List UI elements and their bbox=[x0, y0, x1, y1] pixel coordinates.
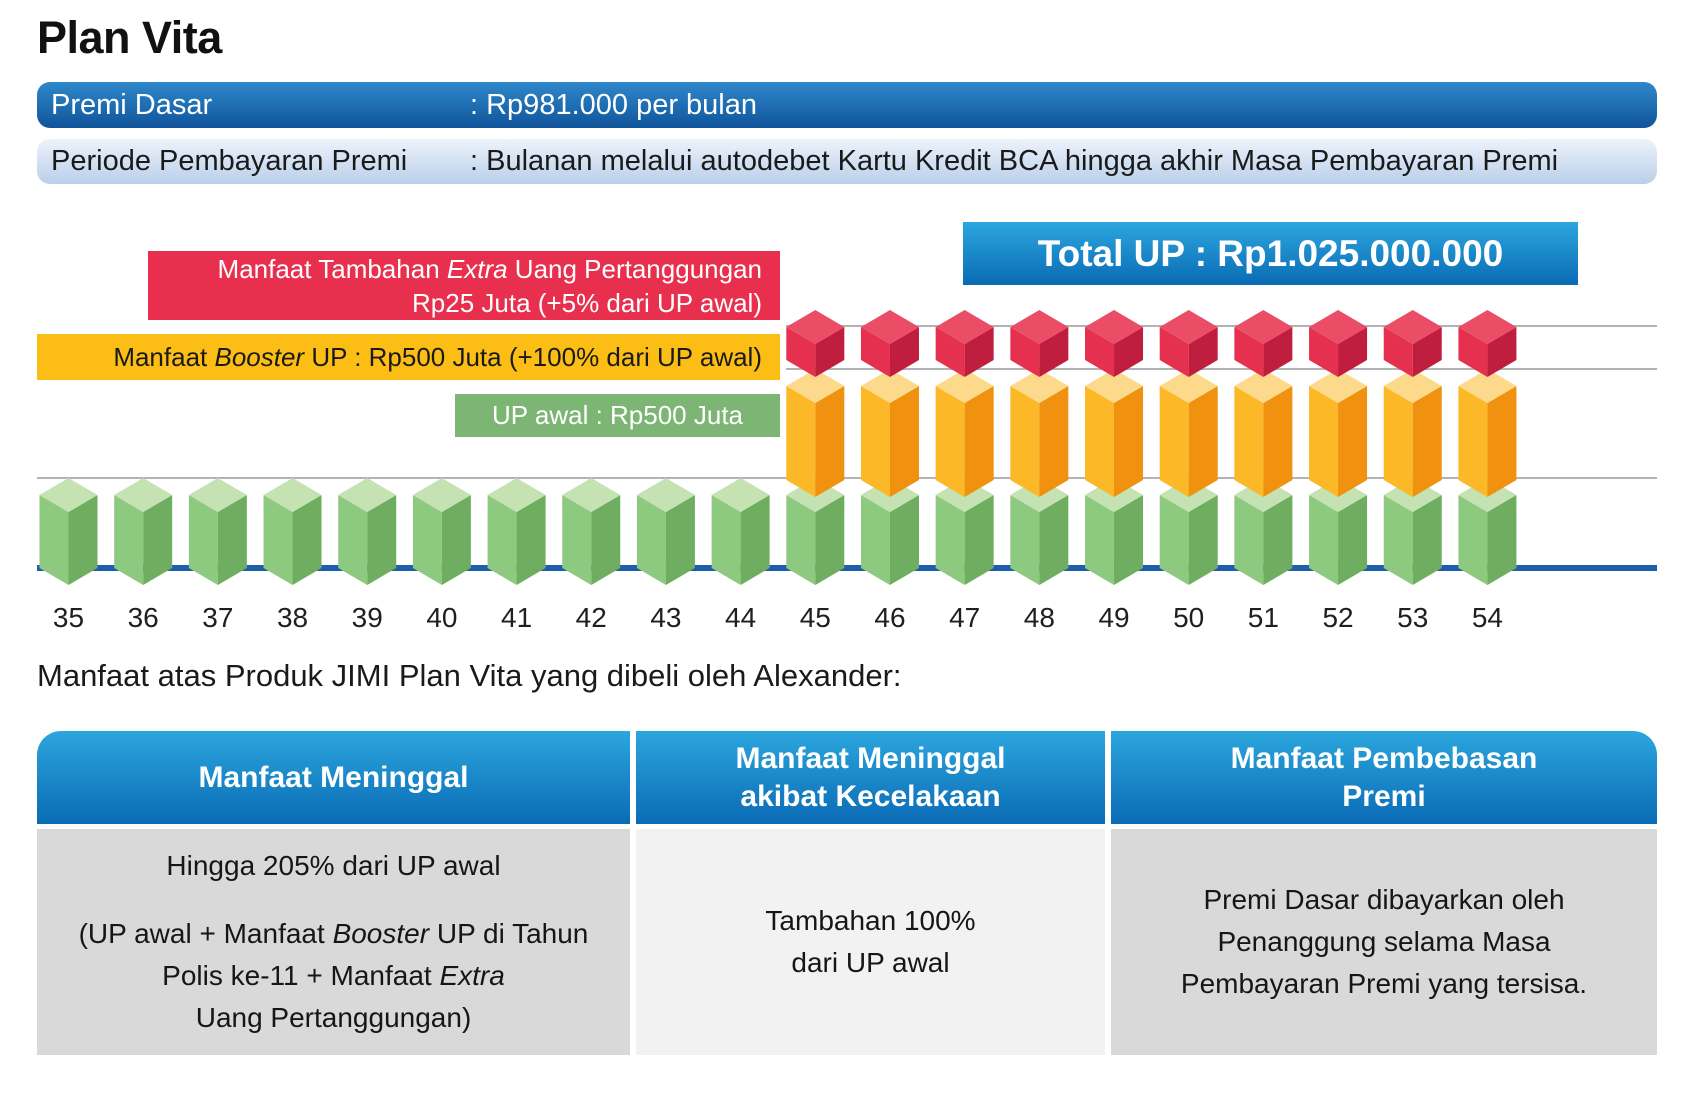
bar-52 bbox=[1309, 310, 1367, 585]
x-axis-label: 54 bbox=[1471, 602, 1503, 633]
bar-50 bbox=[1160, 310, 1218, 585]
x-axis-label: 41 bbox=[501, 602, 533, 633]
bar-41 bbox=[488, 478, 546, 585]
benefit-paragraph bbox=[37, 845, 630, 887]
x-axis-label: 35 bbox=[52, 602, 85, 633]
x-axis-label: 42 bbox=[575, 602, 607, 633]
page-title: Plan Vita bbox=[37, 12, 222, 63]
benefit-col-meninggal bbox=[37, 731, 630, 1055]
bar-35 bbox=[40, 478, 98, 585]
bar-46 bbox=[861, 310, 919, 585]
bar-44 bbox=[712, 478, 770, 585]
periode-label: Periode Pembayaran Premi bbox=[51, 145, 408, 177]
legend-upawal-line1: UP awal : Rp500 Juta bbox=[492, 400, 743, 430]
legend-extra-box bbox=[148, 251, 780, 320]
header-line: Manfaat Pembebasan bbox=[1230, 741, 1538, 775]
bar-40 bbox=[413, 478, 471, 585]
benefit-col-pembebasan-premi bbox=[1111, 731, 1657, 1055]
bar-39 bbox=[338, 478, 396, 585]
x-axis-label: 46 bbox=[874, 602, 906, 633]
benefit-header-kecelakaan bbox=[636, 731, 1105, 824]
total-up-badge: Total UP : Rp1.025.000.000 bbox=[963, 222, 1578, 285]
header-line: Manfaat Meninggal bbox=[735, 741, 1006, 775]
x-axis-label: 38 bbox=[276, 602, 309, 633]
benefit-paragraph bbox=[37, 913, 630, 1039]
benefit-header-meninggal bbox=[37, 731, 630, 824]
bar-48 bbox=[1010, 310, 1068, 585]
x-axis-label: 50 bbox=[1173, 602, 1205, 633]
legend-booster-box bbox=[37, 334, 780, 380]
body-line: Uang Pertanggungan) bbox=[195, 1002, 472, 1033]
body-line: Premi Dasar dibayarkan oleh bbox=[1203, 884, 1565, 915]
x-axis-label: 51 bbox=[1247, 602, 1279, 633]
header-line: Premi bbox=[1342, 779, 1426, 813]
bar-43 bbox=[637, 478, 695, 585]
x-axis-label: 40 bbox=[426, 602, 458, 633]
bar-47 bbox=[936, 310, 994, 585]
x-axis-label: 45 bbox=[799, 602, 831, 633]
bar-53 bbox=[1384, 310, 1442, 585]
x-axis-label: 53 bbox=[1397, 602, 1429, 633]
bar-45 bbox=[786, 310, 844, 585]
header-line: Manfaat Meninggal bbox=[198, 760, 469, 794]
info-row-periode-pembayaran bbox=[37, 139, 1657, 184]
body-line: Penanggung selama Masa bbox=[1217, 926, 1551, 957]
premi-dasar-label: Premi Dasar bbox=[51, 88, 213, 121]
body-line: Hingga 205% dari UP awal bbox=[166, 850, 501, 881]
x-axis-label: 47 bbox=[949, 602, 981, 633]
periode-value: : Bulanan melalui autodebet Kartu Kredit BCA hingga akhir Masa Pembayaran Premi bbox=[470, 145, 1559, 177]
bar-38 bbox=[264, 478, 322, 585]
benefits-heading: Manfaat atas Produk JIMI Plan Vita yang dibeli oleh Alexander: bbox=[37, 658, 902, 693]
legend-extra-line2: Rp25 Juta (+5% dari UP awal) bbox=[412, 287, 762, 318]
x-axis-label: 36 bbox=[127, 602, 159, 633]
bar-37 bbox=[189, 478, 247, 585]
x-axis-label: 39 bbox=[351, 602, 383, 633]
x-axis-label: 48 bbox=[1023, 602, 1055, 633]
body-line: Pembayaran Premi yang tersisa. bbox=[1180, 968, 1588, 999]
body-line: Polis ke-11 + Manfaat Extra bbox=[162, 960, 505, 991]
x-axis-label: 43 bbox=[650, 602, 682, 633]
benefit-body-pembebasan bbox=[1111, 829, 1657, 1055]
bar-49 bbox=[1085, 310, 1143, 585]
bar-54 bbox=[1458, 310, 1516, 585]
benefits-table bbox=[37, 731, 1657, 1055]
info-row-premi-dasar bbox=[37, 82, 1657, 128]
x-axis-label: 37 bbox=[202, 602, 234, 633]
premi-dasar-value: : Rp981.000 per bulan bbox=[470, 88, 757, 121]
bar-36 bbox=[114, 478, 172, 585]
benefit-paragraph bbox=[1111, 879, 1657, 1005]
benefit-col-kecelakaan bbox=[636, 731, 1105, 1055]
body-line: (UP awal + Manfaat Booster UP di Tahun bbox=[78, 918, 589, 949]
benefit-body-meninggal bbox=[37, 829, 630, 1055]
header-line: akibat Kecelakaan bbox=[740, 779, 1001, 813]
x-axis-label: 49 bbox=[1098, 602, 1130, 633]
benefit-body-kecelakaan bbox=[636, 829, 1105, 1055]
body-line: dari UP awal bbox=[791, 947, 950, 978]
bar-42 bbox=[562, 478, 620, 585]
benefit-paragraph bbox=[636, 900, 1105, 984]
legend-booster-line1: Manfaat Booster UP : Rp500 Juta (+100% dari UP awal) bbox=[113, 341, 762, 372]
benefit-header-pembebasan bbox=[1111, 731, 1657, 824]
legend-extra-line1: Manfaat Tambahan Extra Uang Pertanggungan bbox=[217, 253, 762, 284]
x-axis-label: 44 bbox=[725, 602, 757, 633]
body-line: Tambahan 100% bbox=[765, 905, 976, 936]
x-axis-label: 52 bbox=[1322, 602, 1354, 633]
bar-51 bbox=[1234, 310, 1292, 585]
legend-upawal-box bbox=[455, 394, 780, 437]
